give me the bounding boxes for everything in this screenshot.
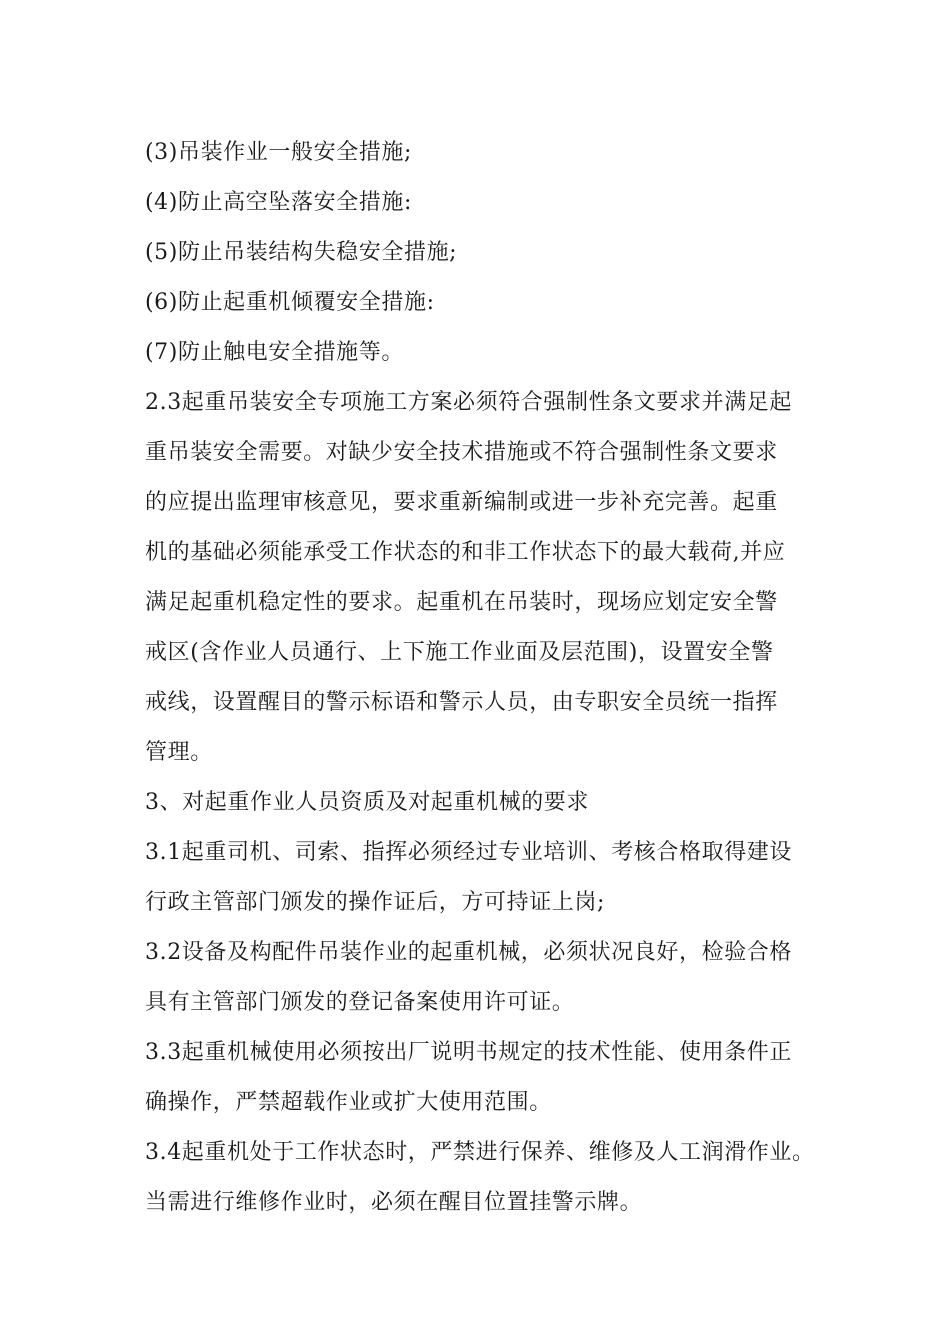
paragraph-2-3-line: 管理。 bbox=[145, 740, 213, 765]
paragraph-3-3-line: 确操作，严禁超载作业或扩大使用范围。 bbox=[145, 1090, 552, 1115]
paragraph-2-3-line: 机的基础必须能承受工作状态的和非工作状态下的最大载荷,并应 bbox=[145, 540, 786, 565]
list-item-4: (4)防止高空坠落安全措施: bbox=[145, 190, 412, 215]
document-body bbox=[145, 128, 825, 1228]
paragraph-3-4-line: 3.4起重机处于工作状态时，严禁进行保养、维修及人工润滑作业。 bbox=[145, 1140, 815, 1165]
paragraph-3-4-line: 当需进行维修作业时，必须在醒目位置挂警示牌。 bbox=[145, 1190, 643, 1215]
paragraph-3-2-line: 具有主管部门颁发的登记备案使用许可证。 bbox=[145, 990, 575, 1015]
paragraph-2-3-line: 戒区(含作业人员通行、上下施工作业面及层范围)，设置安全警 bbox=[145, 640, 774, 665]
paragraph-3-1-line: 行政主管部门颁发的操作证后，方可持证上岗; bbox=[145, 890, 606, 915]
paragraph-2-3-line: 2.3起重吊装安全专项施工方案必须符合强制性条文要求并满足起 bbox=[145, 390, 792, 415]
paragraph-3-3-line: 3.3起重机械使用必须按出厂说明书规定的技术性能、使用条件正 bbox=[145, 1040, 792, 1065]
list-item-7: (7)防止触电安全措施等。 bbox=[145, 340, 404, 365]
list-item-3: (3)吊装作业一般安全措施; bbox=[145, 140, 412, 165]
paragraph-3-2-line: 3.2设备及构配件吊装作业的起重机械，必须状况良好，检验合格 bbox=[145, 940, 792, 965]
list-item-6: (6)防止起重机倾覆安全措施: bbox=[145, 290, 435, 315]
paragraph-2-3-line: 满足起重机稳定性的要求。起重机在吊装时，现场应划定安全警 bbox=[145, 590, 778, 615]
paragraph-3-1-line: 3.1起重司机、司索、指挥必须经过专业培训、考核合格取得建设 bbox=[145, 840, 792, 865]
section-heading-3: 3、对起重作业人员资质及对起重机械的要求 bbox=[145, 790, 589, 815]
paragraph-2-3-line: 重吊装安全需要。对缺少安全技术措施或不符合强制性条文要求 bbox=[145, 440, 778, 465]
paragraph-2-3-line: 戒线，设置醒目的警示标语和警示人员，由专职安全员统一指挥 bbox=[145, 690, 778, 715]
list-item-5: (5)防止吊装结构失稳安全措施; bbox=[145, 240, 458, 265]
paragraph-2-3-line: 的应提出监理审核意见，要求重新编制或进一步补充完善。起重 bbox=[145, 490, 778, 515]
